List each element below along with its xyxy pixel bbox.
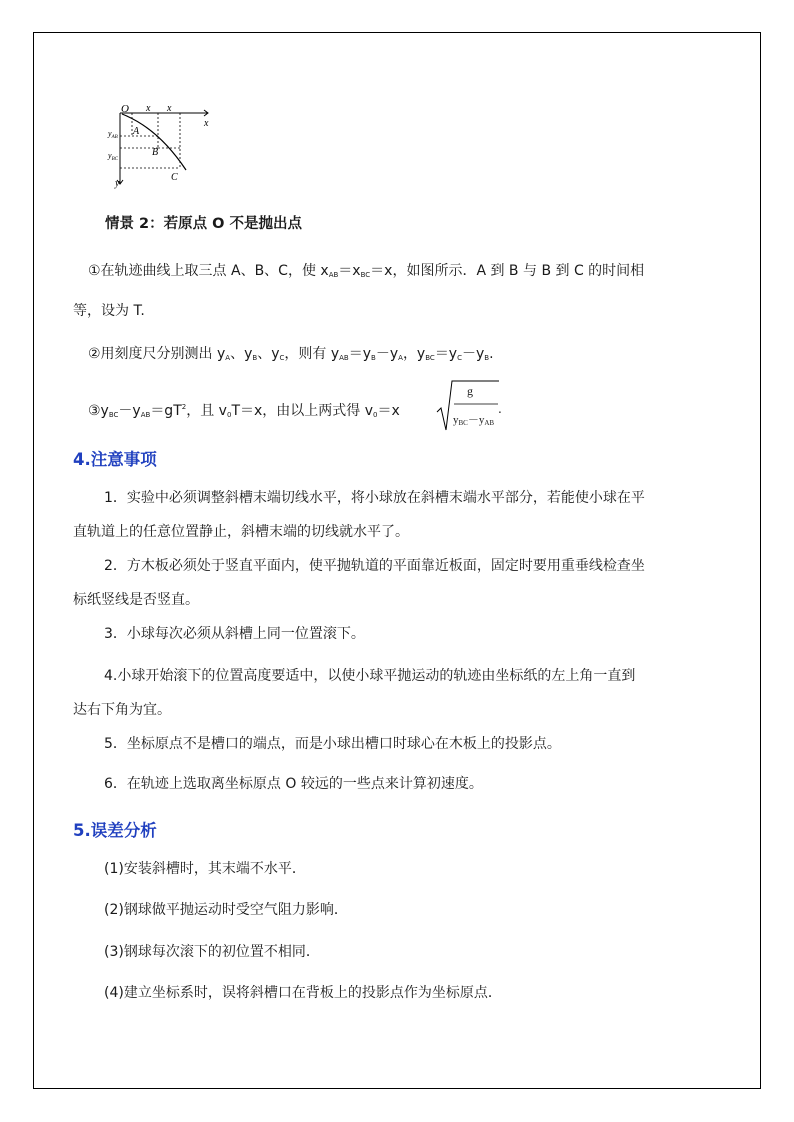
ybc-label: y (108, 151, 112, 160)
svg-text:yBC (107, 151, 119, 162)
y-axis-label: y (115, 178, 120, 189)
yab-label: y (108, 129, 112, 138)
case2-step2: ②用刻度尺分别测出 $y_A$、$y_B$、$y_C$，则有 $y_{AB}=y_B-y_A$，$y_{BC}=y_C-y_B$. (88, 346, 494, 362)
step3-period: . (498, 402, 502, 416)
note3: 3．小球每次必须从斜槽上同一位置滚下。 (104, 626, 365, 642)
point-a-label: A (133, 126, 140, 137)
ybc-sub: BC (111, 157, 118, 162)
error1: (1)安装斜槽时，其末端不水平． (104, 861, 306, 877)
trajectory-diagram (100, 100, 220, 192)
error4: (4)建立坐标系时，误将斜槽口在背板上的投影点作为坐标原点． (104, 985, 502, 1001)
x-seg2-label: x (167, 103, 172, 114)
note6: 6．在轨迹上选取离坐标原点 O 较远的一些点来计算初速度。 (104, 776, 483, 792)
case2-step1-line2: 等，设为 T. (73, 303, 145, 319)
note5: 5．坐标原点不是槽口的端点，而是小球出槽口时球心在木板上的投影点。 (104, 736, 561, 752)
note2-line2: 标纸竖线是否竖直。 (73, 592, 199, 608)
point-b-label: B (152, 147, 159, 158)
fraction-denominator: $y_{BC}-y_{AB}$ (453, 414, 495, 427)
case2-step1-line1: ①在轨迹曲线上取三点 A、B、C，使 $x_{AB}=x_{BC}=x$，如图所示．A 到 B 与 B 到 C 的时间相 (88, 263, 645, 279)
section4-heading: 4.注意事项 (73, 450, 157, 469)
case2-step3: $③y_{BC}-y_{AB}=gT^2$，且 $v_0T=x$，由以上两式得 $v_0=x$ (88, 403, 400, 419)
x-seg1-label: x (146, 103, 151, 114)
note4-line1: 4.小球开始滚下的位置高度要适中，以使小球平抛运动的轨迹由坐标纸的左上角一直到 (104, 668, 636, 684)
point-c-label: C (171, 172, 178, 183)
note4-line2: 达右下角为宜。 (73, 702, 171, 718)
note2-line1: 2．方木板必须处于竖直平面内，使平抛轨道的平面靠近板面，固定时要用重垂线检查坐 (104, 558, 645, 574)
x-axis-label: x (204, 118, 209, 129)
section5-heading: 5.误差分析 (73, 821, 157, 840)
note1-line2: 直轨道上的任意位置静止，斜槽末端的切线就水平了。 (73, 524, 409, 540)
svg-text:yAB (107, 129, 118, 140)
case2-heading: 情景 2：若原点 O 不是抛出点 (105, 216, 303, 232)
fraction-numerator: g (467, 384, 473, 398)
error3: (3)钢球每次滚下的初位置不相同． (104, 944, 320, 960)
origin-label: O (121, 103, 129, 115)
yab-sub: AB (111, 135, 118, 140)
error2: (2)钢球做平抛运动时受空气阻力影响． (104, 902, 348, 918)
note1-line1: 1．实验中必须调整斜槽末端切线水平，将小球放在斜槽末端水平部分，若能使小球在平 (104, 490, 645, 506)
